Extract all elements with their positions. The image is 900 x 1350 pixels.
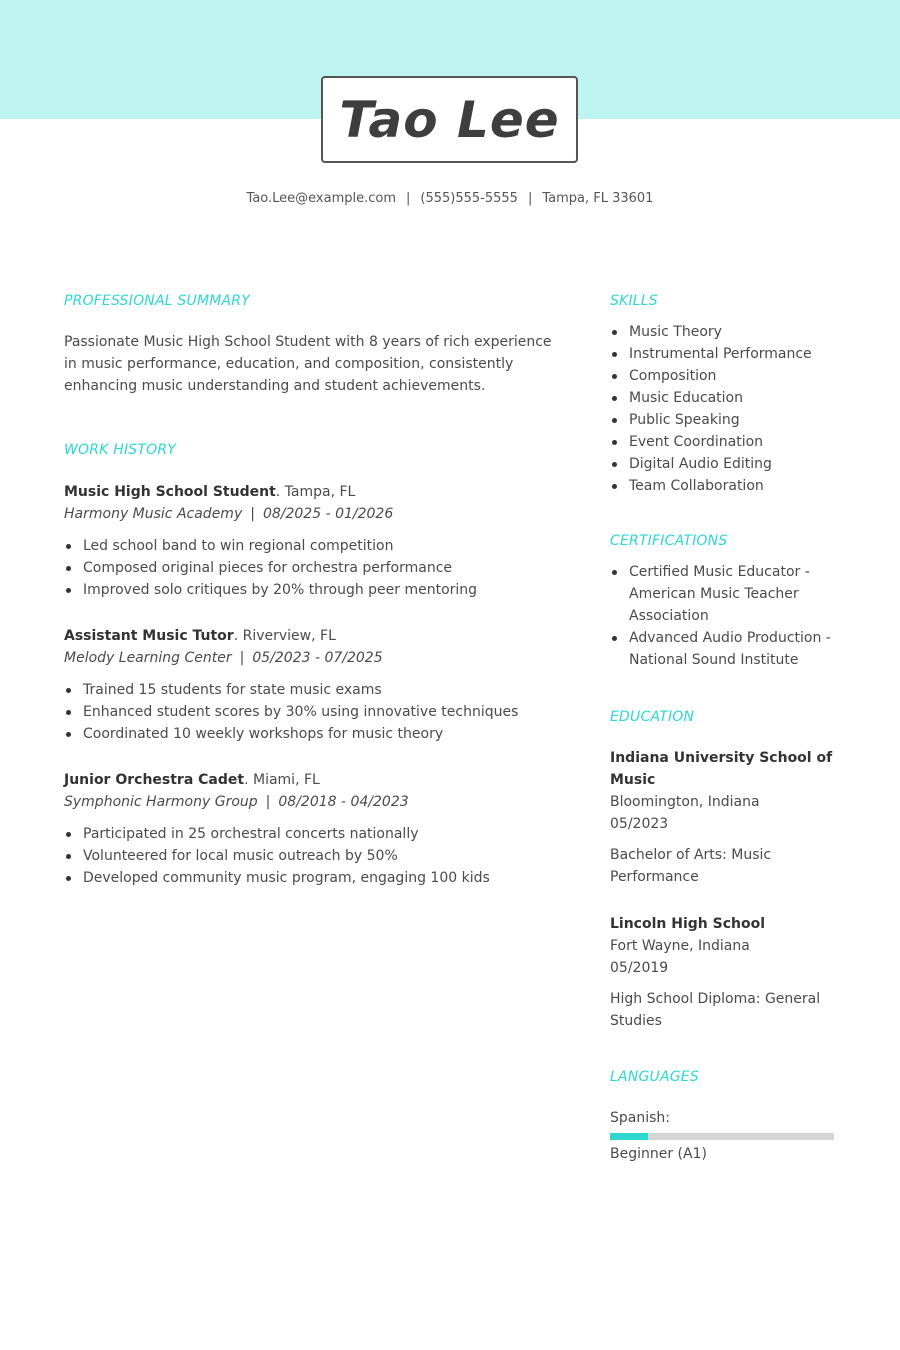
contact-phone: (555)555-5555	[420, 191, 518, 206]
job-entry	[64, 481, 554, 601]
skills-list	[610, 321, 840, 497]
contact-line	[0, 191, 900, 206]
school-date: 05/2023	[610, 816, 669, 832]
list-item: Trained 15 students for state music exams	[64, 679, 554, 701]
job-header	[64, 625, 554, 647]
language-proficiency-fill	[610, 1133, 648, 1140]
job-role: Assistant Music Tutor	[64, 628, 234, 644]
list-item: Developed community music program, engaging 100 kids	[64, 867, 554, 889]
job-dates: 05/2023 - 07/2025	[252, 650, 383, 666]
certifications-list	[610, 561, 840, 671]
work-history-heading: WORK HISTORY	[64, 442, 177, 458]
main-column	[64, 291, 554, 889]
skill-item: Composition	[610, 365, 840, 387]
school-name: Lincoln High School	[610, 916, 766, 932]
job-company: Symphonic Harmony Group	[64, 794, 258, 810]
list-item: Participated in 25 orchestral concerts nationally	[64, 823, 554, 845]
job-location: . Tampa, FL	[275, 484, 356, 500]
summary-heading: PROFESSIONAL SUMMARY	[64, 293, 250, 309]
job-bullets	[64, 679, 554, 745]
education-heading: EDUCATION	[610, 709, 695, 725]
certification-item: Advanced Audio Production - National Sound Institute	[610, 627, 840, 671]
school-place: Bloomington, Indiana	[610, 794, 760, 810]
skill-item: Event Coordination	[610, 431, 840, 453]
side-column	[610, 291, 840, 1165]
list-item: Enhanced student scores by 30% using innovative techniques	[64, 701, 554, 723]
language-level: Beginner (A1)	[610, 1146, 707, 1162]
certifications-heading: CERTIFICATIONS	[610, 533, 728, 549]
job-company-line	[64, 503, 554, 525]
contact-location: Tampa, FL 33601	[542, 191, 654, 206]
job-dates: 08/2018 - 04/2023	[278, 794, 409, 810]
job-role: Music High School Student	[64, 484, 276, 500]
candidate-name: Tao Lee	[339, 90, 560, 149]
job-role: Junior Orchestra Cadet	[64, 772, 245, 788]
skills-heading: SKILLS	[610, 293, 658, 309]
job-entry	[64, 769, 554, 889]
list-item: Coordinated 10 weekly workshops for music theory	[64, 723, 554, 745]
job-location: . Riverview, FL	[233, 628, 336, 644]
language-proficiency-bar	[610, 1133, 834, 1140]
list-item: Improved solo critiques by 20% through peer mentoring	[64, 579, 554, 601]
job-company: Harmony Music Academy	[64, 506, 243, 522]
job-header	[64, 769, 554, 791]
education-entry	[610, 747, 840, 888]
job-company-line	[64, 647, 554, 669]
school-name: Indiana University School of Music	[610, 750, 833, 788]
job-location: . Miami, FL	[244, 772, 320, 788]
job-bullets	[64, 823, 554, 889]
school-place: Fort Wayne, Indiana	[610, 938, 750, 954]
job-entry	[64, 625, 554, 745]
school-degree: Bachelor of Arts: Music Performance	[610, 847, 772, 885]
job-separator: |	[239, 650, 245, 666]
skill-item: Music Theory	[610, 321, 840, 343]
job-dates: 08/2025 - 01/2026	[262, 506, 394, 522]
contact-email: Tao.Lee@example.com	[246, 191, 397, 206]
school-degree: High School Diploma: General Studies	[610, 991, 821, 1029]
contact-separator: |	[527, 191, 533, 206]
list-item: Led school band to win regional competition	[64, 535, 554, 557]
skill-item: Digital Audio Editing	[610, 453, 840, 475]
job-separator: |	[265, 794, 271, 810]
summary-text: Passionate Music High School Student with 8 years of rich experience in music performance, education, and composition, consistently enhancing music understanding and student achievements.	[64, 334, 552, 394]
skill-item: Public Speaking	[610, 409, 840, 431]
education-entry	[610, 913, 840, 1032]
list-item: Composed original pieces for orchestra performance	[64, 557, 554, 579]
school-date: 05/2019	[610, 960, 669, 976]
job-bullets	[64, 535, 554, 601]
job-company-line	[64, 791, 554, 813]
job-separator: |	[250, 506, 255, 522]
name-box	[321, 76, 578, 163]
languages-heading: LANGUAGES	[610, 1069, 699, 1085]
list-item: Volunteered for local music outreach by 50%	[64, 845, 554, 867]
contact-separator: |	[406, 191, 411, 206]
skill-item: Instrumental Performance	[610, 343, 840, 365]
job-company: Melody Learning Center	[64, 650, 232, 666]
skill-item: Team Collaboration	[610, 475, 840, 497]
job-header	[64, 481, 554, 503]
language-name: Spanish:	[610, 1110, 670, 1126]
skill-item: Music Education	[610, 387, 840, 409]
certification-item: Certified Music Educator - American Music Teacher Association	[610, 561, 840, 627]
